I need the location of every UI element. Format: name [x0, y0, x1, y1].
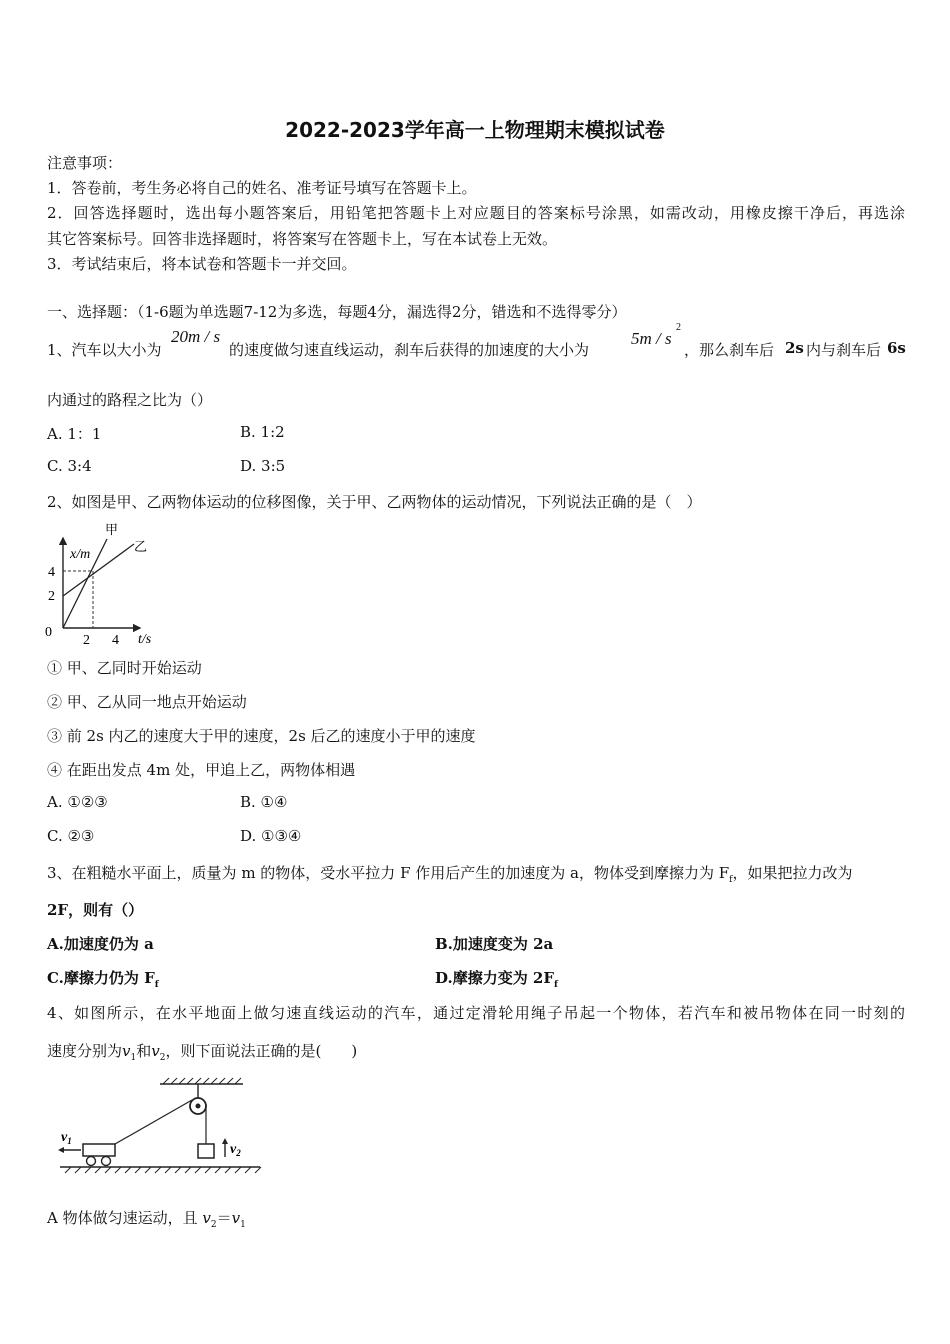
- q1-prefix: 1、汽车以大小为: [47, 341, 162, 359]
- notice-item-1: 1．答卷前，考生务必将自己的姓名、准考证号填写在答题卡上。: [47, 179, 477, 197]
- q1-time-2: 6s: [887, 339, 906, 357]
- q4-car-body: [83, 1144, 115, 1156]
- q1-accel-formula: 5m / s: [631, 329, 672, 348]
- q4-ceiling-hatch: [163, 1078, 241, 1084]
- q4-fig-label-v1: $v_1$: [61, 1130, 72, 1146]
- q2-stem: 2、如图是甲、乙两物体运动的位移图像，关于甲、乙两物体的运动情况，下列说法正确的是（ ）: [47, 493, 702, 511]
- q1-suffix-b: 内与刹车后: [806, 341, 882, 359]
- q2-option-b[interactable]: B. ①④: [240, 793, 288, 811]
- q4-rope-slanted: [115, 1100, 192, 1144]
- q3-line-2: 2F，则有（）: [47, 901, 144, 919]
- q2-graph-y-tick-2: 2: [48, 589, 55, 604]
- q4-fig-label-v2: $v_2$: [230, 1142, 241, 1158]
- q2-graph-y-tick-4: 4: [48, 565, 55, 580]
- q1-speed-formula: 20m / s: [171, 327, 221, 346]
- q4-pulley-diagram: [55, 1075, 270, 1180]
- q3-option-c[interactable]: C.摩擦力仍为 $F_f$: [47, 969, 159, 990]
- notice-item-2-line-1: 2．回答选择题时，选出每小题答案后，用铅笔把答题卡上对应题目的答案标号涂黑，如需改动，用橡皮擦干净后，再选涂: [47, 204, 905, 222]
- q2-statement-3: ③ 前 2s 内乙的速度大于甲的速度，2s 后乙的速度小于甲的速度: [47, 727, 476, 745]
- section-heading: 一、选择题：（1-6题为单选题7-12为多选，每题4分，漏选得2分，错选和不选得零分）: [47, 303, 627, 321]
- q4-car-wheel-right: [102, 1157, 111, 1166]
- q2-displacement-graph: [42, 520, 172, 650]
- q4-hanging-block: [198, 1144, 214, 1158]
- notice-heading: 注意事项：: [47, 154, 123, 172]
- q2-graph-label-jia: 甲: [105, 522, 119, 537]
- q4-car-wheel-left: [87, 1157, 96, 1166]
- q4-pulley-axle: [196, 1104, 201, 1109]
- q1-option-a[interactable]: A. 1：1: [47, 425, 102, 443]
- q4-option-a[interactable]: A 物体做匀速运动，且 $v_2=v_1$: [47, 1209, 246, 1230]
- q2-graph-origin: 0: [45, 625, 52, 640]
- q1-option-c[interactable]: C. 3:4: [47, 457, 92, 475]
- q2-graph-y-label: x/m: [70, 547, 91, 562]
- q2-option-c[interactable]: C. ②③: [47, 827, 95, 845]
- notice-item-3: 3．考试结束后，将本试卷和答题卡一并交回。: [47, 255, 357, 273]
- q4-line-1: 4、如图所示，在水平地面上做匀速直线运动的汽车，通过定滑轮用绳子吊起一个物体，若汽车和被吊物体在同一时刻的: [47, 1004, 905, 1022]
- q1-option-d[interactable]: D. 3:5: [240, 457, 286, 475]
- q1-suffix-a: ，那么刹车后: [684, 341, 775, 359]
- q3-line-1-subscript: f: [729, 875, 733, 885]
- q1-line-2: 内通过的路程之比为（）: [47, 391, 213, 409]
- q4-ground-hatch: [65, 1167, 261, 1173]
- notice-item-2-line-2: 其它答案标号。回答非选择题时，将答案写在答题卡上，写在本试卷上无效。: [47, 230, 558, 248]
- q1-time-1: 2s: [785, 339, 804, 357]
- q1-accel-exponent: 2: [676, 322, 681, 333]
- q3-option-a[interactable]: A.加速度仍为 a: [47, 935, 154, 953]
- q1-option-b[interactable]: B. 1:2: [240, 423, 285, 441]
- q2-graph-x-tick-2: 2: [83, 633, 90, 648]
- q4-line-2: 速度分别为$v_1$和$v_2$，则下面说法正确的是( ): [47, 1042, 358, 1063]
- page-title: 2022-2023学年高一上物理期末模拟试卷: [285, 118, 665, 142]
- q2-graph-x-label: t/s: [138, 632, 152, 647]
- q3-option-b[interactable]: B.加速度变为 2a: [435, 935, 554, 953]
- q2-statement-1: ① 甲、乙同时开始运动: [47, 659, 202, 677]
- q3-option-d[interactable]: D.摩擦力变为 $2F_f$: [435, 969, 558, 990]
- q2-option-d[interactable]: D. ①③④: [240, 827, 302, 845]
- q2-graph-label-yi: 乙: [134, 539, 148, 554]
- q2-graph-x-tick-4: 4: [112, 633, 119, 648]
- q2-option-a[interactable]: A. ①②③: [47, 793, 108, 811]
- q2-statement-4: ④ 在距出发点 4m 处，甲追上乙，两物体相遇: [47, 761, 356, 779]
- q1-middle: 的速度做匀速直线运动，刹车后获得的加速度的大小为: [229, 341, 590, 359]
- q3-line-1: 3、在粗糙水平面上，质量为 m 的物体，受水平拉力 F 作用后产生的加速度为 a，物体受到摩擦力为 $F_f$，如果把拉力改为: [47, 864, 853, 885]
- q2-statement-2: ② 甲、乙从同一地点开始运动: [47, 693, 247, 711]
